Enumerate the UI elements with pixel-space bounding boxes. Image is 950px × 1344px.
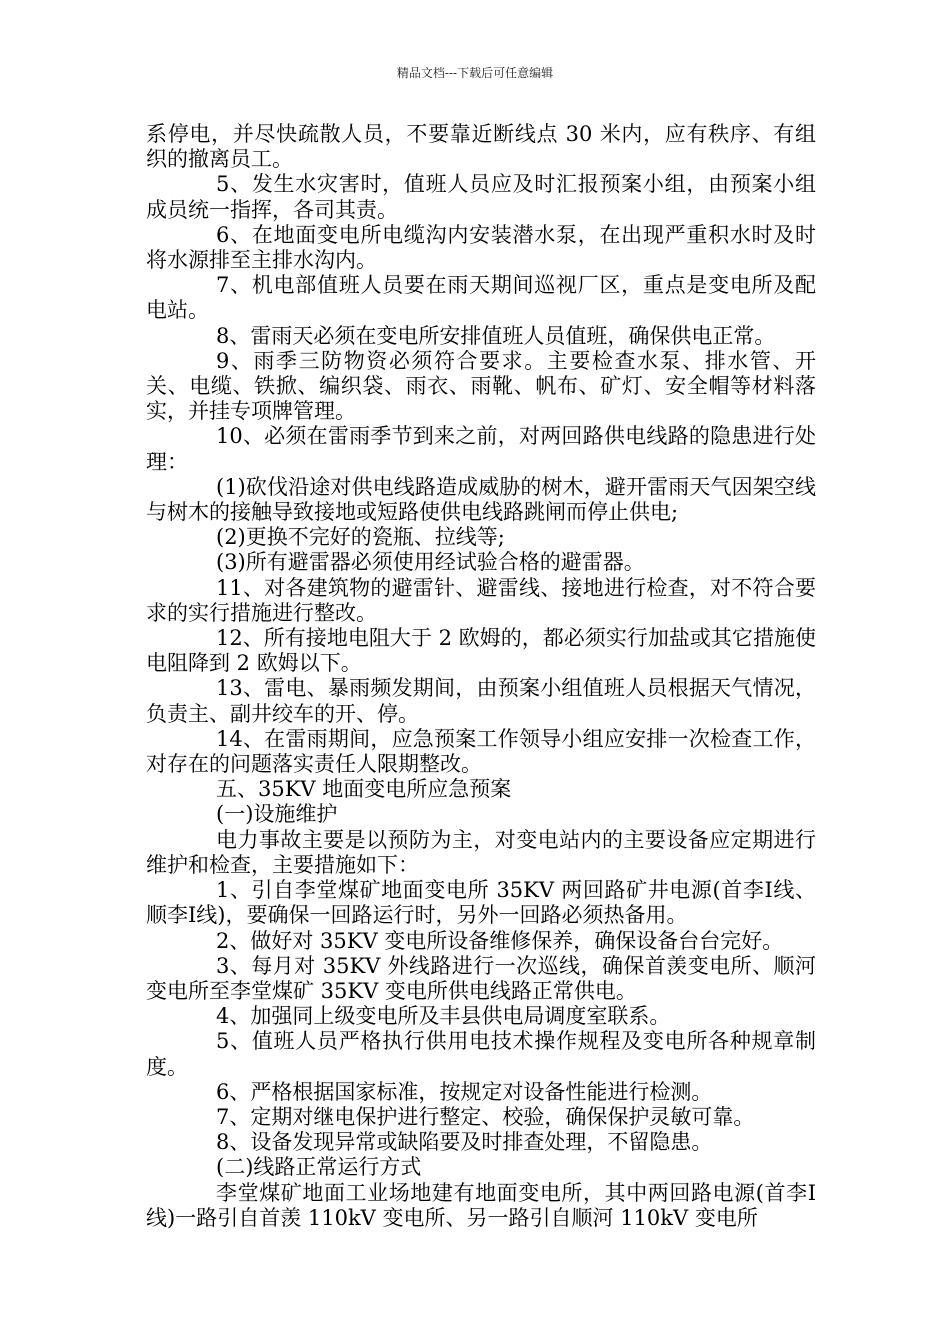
paragraph: 8、设备发现异常或缺陷要及时排查处理，不留隐患。 (216, 1130, 713, 1155)
section-heading: 五、35KV 地面变电所应急预案 (216, 777, 512, 802)
paragraph: 6、在地面变电所电缆沟内安装潜水泵，在出现严重积水时及时将水源排至主排水沟内。 (146, 222, 816, 273)
paragraph: 8、雷雨天必须在变电所安排值班人员值班，确保供电正常。 (216, 323, 776, 348)
paragraph: 11、对各建筑物的避雷针、避雷线、接地进行检查，对不符合要求的实行措施进行整改。 (146, 575, 816, 625)
paragraph: 1、引自李堂煤矿地面变电所 35KV 两回路矿井电源(首李Ⅰ线、顺李Ⅰ线)，要确保一回路运行时，另外一回路必须热备用。 (146, 878, 816, 928)
paragraph: 李堂煤矿地面工业场地建有地面变电所，其中两回路电源(首李Ⅰ线)一路引自首羡 110kV 变电所、另一路引自顺河 110kV 变电所 (146, 1180, 816, 1230)
paragraph: 10、必须在雷雨季节到来之前，对两回路供电线路的隐患进行处理： (146, 424, 816, 474)
paragraph: 7、机电部值班人员要在雨天期间巡视厂区，重点是变电所及配电站。 (146, 273, 816, 323)
paragraph: 4、加强同上级变电所及丰县供电局调度室联系。 (216, 1004, 671, 1029)
subsection-heading: (二)线路正常运行方式 (216, 1155, 422, 1180)
paragraph: 电力事故主要是以预防为主，对变电站内的主要设备应定期进行维护和检查，主要措施如下： (146, 827, 816, 877)
subsection-heading: (一)设施维护 (216, 802, 338, 827)
paragraph: 12、所有接地电阻大于 2 欧姆的，都必须实行加盐或其它措施使电阻降到 2 欧姆以下。 (146, 626, 816, 676)
document-body (146, 122, 816, 1231)
paragraph: 3、每月对 35KV 外线路进行一次巡线，确保首羡变电所、顺河变电所至李堂煤矿 35KV 变电所供电线路正常供电。 (146, 953, 816, 1003)
paragraph: (2)更换不完好的瓷瓶、拉线等; (216, 525, 505, 550)
paragraph: (1)砍伐沿途对供电线路造成威胁的树木，避开雷雨天气因架空线与树木的接触导致接地或短路使供电线路跳闸而停止供电; (146, 474, 816, 525)
paragraph: 9、雨季三防物资必须符合要求。主要检查水泵、排水管、开关、电缆、铁掀、编织袋、雨衣、雨靴、帆布、矿灯、安全帽等材料落实，并挂专项牌管理。 (146, 348, 816, 424)
paragraph: 6、严格根据国家标准，按规定对设备性能进行检测。 (216, 1079, 713, 1104)
paragraph: (3)所有避雷器必须使用经试验合格的避雷器。 (216, 550, 645, 575)
paragraph: 5、值班人员严格执行供用电技术操作规程及变电所各种规章制度。 (146, 1029, 816, 1079)
paragraph: 7、定期对继电保护进行整定、校验，确保保护灵敏可靠。 (216, 1104, 755, 1129)
paragraph: 14、在雷雨期间，应急预案工作领导小组应安排一次检查工作，对存在的问题落实责任人限期整改。 (146, 726, 816, 777)
page-header: 精品文档---下载后可任意编辑 (396, 66, 554, 80)
paragraph: 2、做好对 35KV 变电所设备维修保养，确保设备台台完好。 (216, 928, 784, 953)
paragraph: 5、发生水灾害时，值班人员应及时汇报预案小组，由预案小组成员统一指挥，各司其责。 (146, 172, 816, 222)
paragraph: 13、雷电、暴雨频发期间，由预案小组值班人员根据天气情况，负责主、副井绞车的开、停。 (146, 676, 816, 726)
paragraph: 系停电，并尽快疏散人员，不要靠近断线点 30 米内，应有秩序、有组织的撤离员工。 (146, 122, 816, 172)
